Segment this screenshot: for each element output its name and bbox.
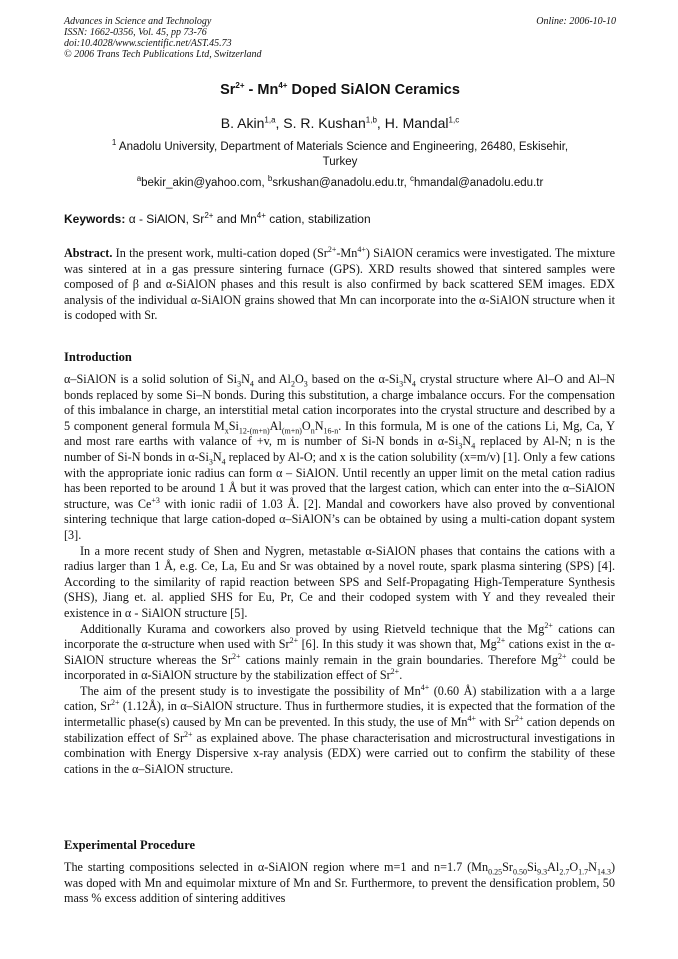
author-list: B. Akin$^{1,a}$, S. R. Kushan$^{1,b}$, H. Mandal$^{1,c}$ — [220, 115, 460, 131]
experimental-paragraph-1: The starting compositions selected in α-SiAlON region where m=1 and n=1.7 $(Mn_{0.25}Sr_{0.50}Si_{9.3}Al_{2.7}O_{1.7}N_{14.3})$ was doped with Mn and equimolar mixture of Mn and Sr. Furthermore, to prevent the densification problem, 50 mass % excess addition of sintering additives — [64, 860, 615, 906]
keywords: Keywords: α - SiAlON, $Sr^{2+}$ and $Mn^{4+}$ cation, stabilization — [64, 211, 371, 226]
online-date: Online: 2006-10-10 — [536, 16, 616, 27]
intro-body — [64, 372, 615, 777]
author-emails: $^a$bekir_akin@yahoo.com, $^b$srkushan@anadolu.edu.tr, $^c$hmandal@anadolu.edu.tr — [136, 174, 544, 189]
intro-paragraph-3: Additionally Kurama and coworkers also proved by using Rietveld technique that the $Mg^{2+}$ cations can incorporate the α-structure when used with $Sr^{2+}$ [6]. In this study it was shown that, $Mg^{2+}$ cations exist in the α-SiAlON structure whereas the $Sr^{2+}$ cations mainly remain in the grain boundaries. Therefore $Mg^{2+}$ could be incorporated in α-SiAlON structure by the stabilization effect of $Sr^{2+}$. — [64, 620, 616, 683]
journal-doi: doi:10.4028/www.scientific.net/AST.45.73 — [64, 38, 232, 49]
intro-paragraph-1: α–SiAlON is a solid solution of $Si_3N_4$ and $Al_2O_3$ based on the $\alpha-Si_3N_4$ crystal structure where Al–O and Al–N bonds replaced by some Si–N bonds. During this substitution, a charge imbalance occurs. For the compensation of this imbalance in charge, an interstitial metal cation incorporates into the crystal structure and described by a 5 component general formula $M_xSi_{12-(m+n)}Al_{(m+n)}O_nN_{16-n}$. In this formula, M is one of the cations Li, Mg, Ca, Y and most rare earths with valance of +v, m is number of Si-N bonds in $\alpha-Si_3N_4$ replaced by Al-N; n is the number of Si-N bonds in $\alpha-Si_3N_4$ replaced by Al-O; and x is the cation solubility (x=m/v) [1]. Only a few cations with the appropriate ionic radius can form α – SiAlON. Until recently an upper limit on the metal cation radius has been reported to be around 1 Å but it was proved that the largest cation, which can enter into the α–SiAlON structure, was $Ce^{+3}$ with ionic radii of 1.03 Å. [2]. Mandal and coworkers have also proved by conventional sintering technique that large cation-doped α–SiAlON’s can be obtained by using a multi-cation dopant system [3]. — [64, 372, 616, 542]
abstract: Abstract. In the present work, multi-cation doped $(Sr^{2+}-Mn^{4+})$ SiAlON ceramics were investigated. The mixture was sintered at in a gas pressure sintering furnace (GPS). XRD results showed that sintered samples were composed of β and α-SiAlON phases and this result is also confirmed by back scattered SEM images. EDX analysis of the individual α-SiAlON grains showed that Mn can incorporate into the α-SiAlON structure when it is codoped with Sr. — [64, 244, 616, 323]
journal-copyright: © 2006 Trans Tech Publications Ltd, Switzerland — [64, 49, 262, 60]
experimental-heading: Experimental Procedure — [64, 838, 196, 852]
intro-paragraph-4: The aim of the present study is to investigate the possibility of $Mn^{4+}$ (0.60 Å) stabilization with a a large cation, $Sr^{2+}$ (1.12Å), in α–SiAlON structure. Thus in furthermore studies, it is expected that the formation of the intermetallic phase(s) caused by Mn can be prevented. In this study, the use of $Mn^{4+}$ with $Sr^{2+}$ cation depends on stabilization effect of $Sr^{2+}$ as explained above. The phase characterisation and microstructural investigations in combination with Energy Dispersive x-ray analysis (EDX) were carried out to confirm the stability of these cations in the α–SiAlON structure. — [64, 682, 615, 776]
journal-issn: ISSN: 1662-0356, Vol. 45, pp 73-76 — [64, 27, 207, 38]
intro-paragraph-2: In a more recent study of Shen and Nygren, metastable α-SiAlON phases that contains the cations with a radius larger than 1 Å, e.g. Ce, La, Eu and Sr was obtained by a novel route, spark plasma sintering (SPS) [4]. According to the similarity of rapid reaction between SPS and Self-Propagating High-Temperature Synthesis (SHS), Jiang et. al. applied SHS for Eu, Pr, Ce and their codoped system with Y and they revealed their existence in α - SiAlON structure [5]. — [64, 543, 615, 620]
experimental-body — [64, 860, 615, 907]
intro-heading: Introduction — [64, 350, 132, 364]
paper-title: $Sr^{2+} - Mn^{4+}$ Doped SiAlON Ceramics — [220, 81, 460, 98]
affiliation: $^1$ Anadolu University, Department of Materials Science and Engineering, 26480, Eskisehir, Turkey — [111, 138, 569, 168]
journal-name: Advances in Science and Technology — [64, 16, 212, 27]
journal-header — [64, 16, 616, 60]
